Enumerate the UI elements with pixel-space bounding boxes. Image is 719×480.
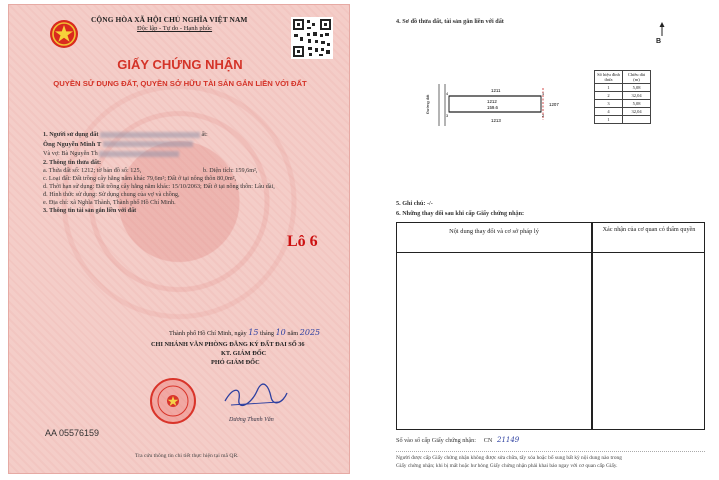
year-label: năm	[287, 330, 299, 337]
registration-number-line	[396, 436, 519, 444]
national-motto: Độc lập - Tự do - Hạnh phúc	[137, 25, 213, 32]
plan-neighbor-bottom: 1213	[491, 118, 501, 123]
issuing-office: CHI NHÁNH VĂN PHÒNG ĐĂNG KÝ ĐẤT ĐAI SỐ 36	[151, 341, 305, 348]
table-row: 4 32,04	[595, 108, 651, 116]
north-arrow-icon	[659, 22, 665, 36]
north-indicator: B	[656, 38, 662, 45]
land-user-suffix: ất:	[201, 131, 208, 138]
land-user-line	[43, 131, 208, 138]
signing-year: 2025	[299, 328, 321, 337]
qr-lookup-note: Tra cứu thông tin chi tiết thực hiện tại mã QR.	[135, 453, 239, 459]
certificate-title: GIẤY CHỨNG NHẬN	[117, 57, 243, 72]
owner-name: Ông Nguyễn Minh T	[43, 141, 102, 148]
table-divider	[591, 223, 593, 429]
qr-code-icon[interactable]	[291, 17, 333, 59]
vertex-length-table	[594, 70, 651, 124]
plan-point: 3	[446, 114, 449, 118]
footer-divider	[396, 451, 705, 452]
parcel-address-line: e. Địa chỉ: xã Nghĩa Thành, Thành phố Hồ Chí Minh.	[43, 199, 176, 206]
redacted-block	[103, 141, 193, 147]
national-name: CỘNG HÒA XÃ HỘI CHỦ NGHĨA VIỆT NAM	[91, 15, 248, 24]
month-label: tháng	[260, 330, 275, 337]
certificate-front	[8, 4, 350, 474]
table-row: 3 5,08	[595, 100, 651, 108]
table-row: 1	[595, 116, 651, 124]
certificate-serial: AA 05576159	[45, 428, 100, 438]
table-row: 2 32,04	[595, 92, 651, 100]
notice-line-2: Giấy chứng nhận; khi bị mất hoặc hư hỏng Giấy chứng nhận phải khai báo ngay với cơ quan cấp Giấy.	[396, 463, 618, 469]
parcel-info-heading: 2. Thông tin thửa đất:	[43, 159, 102, 166]
change-content-header: Nội dung thay đổi và cơ sở pháp lý	[449, 228, 539, 235]
parcel-number-line: a. Thửa đất số: 1212; tờ bản đồ số: 125,	[43, 167, 142, 174]
changes-table	[396, 222, 705, 430]
plan-road-label: Đường đất	[425, 94, 430, 114]
land-term-line: d. Thời hạn sử dụng: Đất trồng cây hằng năm khác: 15/10/2063; Đất ở tại nông thôn: Lâu dài,	[43, 183, 275, 190]
changes-heading: 6. Những thay đổi sau khi cấp Giấy chứng nhận:	[396, 210, 525, 217]
authority-confirmation-header: Xác nhận của cơ quan có thẩm quyền	[602, 226, 696, 233]
official-seal-icon	[149, 377, 197, 425]
usage-form-line: đ. Hình thức sử dụng: Sử dụng chung của vợ và chồng,	[43, 191, 180, 198]
signing-date	[169, 328, 320, 337]
parcel-diagram-heading: 4. Sơ đồ thửa đất, tài sản gắn liền với đất	[396, 18, 504, 25]
plan-point: 4	[446, 92, 449, 96]
spouse-line	[43, 150, 179, 157]
plan-parcel-number: 1212	[487, 99, 497, 104]
land-user-label: 1. Người sử dụng đất	[43, 131, 99, 138]
parcel-area-line: b. Diện tích: 159,6m²,	[203, 167, 258, 174]
redacted-block	[99, 151, 179, 157]
signing-place: Thành phố Hồ Chí Minh, ngày	[169, 330, 247, 337]
national-emblem-icon	[49, 19, 79, 49]
certificate-subtitle: QUYỀN SỬ DỤNG ĐẤT, QUYỀN SỞ HỮU TÀI SẢN GẮN LIỀN VỚI ĐẤT	[53, 79, 307, 88]
on-behalf-of-director: KT. GIÁM ĐỐC	[221, 350, 267, 357]
vertex-header: Số hiệu đỉnh thửa	[595, 71, 623, 84]
registration-label: Số vào sổ cấp Giấy chứng nhận:	[396, 437, 476, 444]
parcel-plan-diagram	[415, 80, 575, 130]
signing-day: 15	[248, 328, 259, 337]
length-header: Chiều dài (m)	[623, 71, 651, 84]
lot-label: Lô 6	[287, 233, 318, 250]
notes-line: 5. Ghi chú: -/-	[396, 200, 433, 207]
table-row: 1 5,08	[595, 84, 651, 92]
registration-prefix: CN	[483, 437, 493, 444]
assets-heading: 3. Thông tin tài sản gắn liền với đất	[43, 207, 137, 214]
registration-number: 21149	[496, 436, 520, 444]
signature-icon	[221, 383, 291, 409]
land-type-line: c. Loại đất: Đất trồng cây hằng năm khác 79,6m²; Đất ở tại nông thôn 80,0m²,	[43, 175, 237, 182]
signing-month: 10	[275, 328, 286, 337]
plan-parcel-area: 159.6	[487, 105, 498, 110]
vice-director-title: PHÓ GIÁM ĐỐC	[211, 359, 260, 366]
plan-neighbor-right: 1207	[549, 102, 559, 107]
plan-point: 2	[542, 114, 545, 118]
notice-line-1: Người được cấp Giấy chứng nhận không được sửa chữa, tẩy xóa hoặc bổ sung bất kỳ nội dung nào trong	[396, 455, 622, 461]
redacted-block	[100, 132, 200, 138]
plan-neighbor-top: 1211	[491, 88, 501, 93]
signer-name: Dương Thanh Văn	[229, 417, 274, 423]
owner-line	[43, 141, 193, 148]
plan-point: 1	[542, 92, 545, 96]
spouse-name: Và vợ: Bà Nguyễn Th	[43, 150, 98, 157]
